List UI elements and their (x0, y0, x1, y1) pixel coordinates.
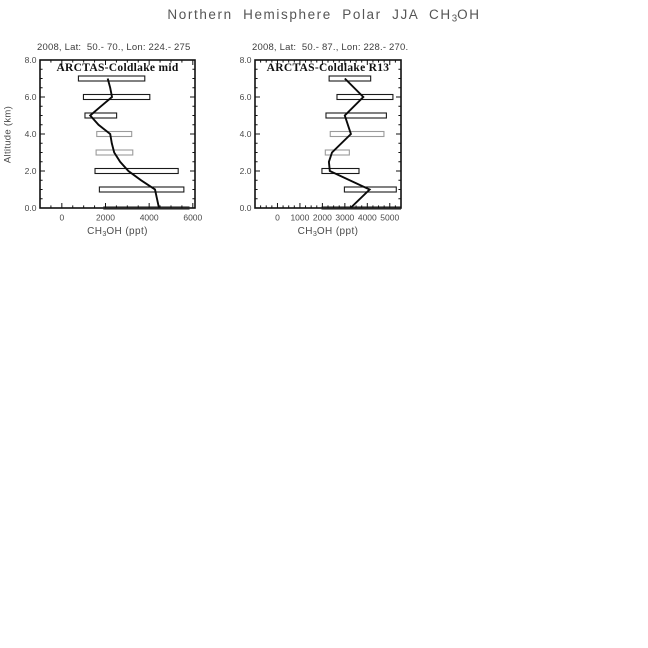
y-tick-label: 6.0 (239, 91, 252, 102)
range-bar (78, 76, 144, 81)
range-bar (325, 150, 349, 155)
left-x-axis-title (40, 226, 195, 238)
right-x-axis-title (255, 226, 401, 238)
range-bar (97, 132, 132, 137)
left-x-axis-title-text: CH (87, 226, 103, 237)
range-bar (322, 169, 359, 174)
y-tick-label: 0.0 (24, 202, 37, 213)
x-tick-label: 6000 (183, 212, 203, 223)
x-tick-label: 0 (59, 212, 65, 223)
left-x-axis-title-text-end: OH (ppt) (106, 226, 148, 237)
figure-title-subscript: 3 (451, 13, 458, 25)
range-bar (99, 187, 183, 192)
x-tick-label: 5000 (380, 212, 400, 223)
x-tick-label: 4000 (139, 212, 159, 223)
left-panel-dataset-label: ARCTAS-Coldlake mid (56, 62, 179, 74)
x-tick-label: 2000 (96, 212, 115, 223)
range-bar (95, 169, 178, 174)
right-panel-header: 2008, Lat: 50.- 87., Lon: 228.- 270. (252, 42, 409, 53)
range-bar (326, 113, 386, 118)
right-panel-dataset-label: ARCTAS-Coldlake R13 (266, 62, 390, 74)
range-bar (329, 76, 371, 81)
y-tick-label: 8.0 (24, 54, 37, 65)
axis-frame (40, 60, 195, 208)
axis-frame (255, 60, 401, 208)
y-tick-label: 2.0 (24, 165, 37, 176)
profile-line (90, 79, 159, 209)
right-x-axis-title-subscript: 3 (312, 229, 317, 239)
right-x-axis-title-text: CH (297, 226, 313, 237)
figure-title-text-end: OH (457, 7, 481, 22)
figure-title-text: Northern Hemisphere Polar JJA CH (167, 7, 452, 22)
x-tick-label: 3000 (335, 212, 355, 223)
left-panel-header: 2008, Lat: 50.- 70., Lon: 224.- 275 (37, 42, 191, 53)
x-tick-label: 1000 (290, 212, 310, 223)
axis-ticks (40, 60, 195, 208)
y-tick-label: 4.0 (24, 128, 37, 139)
panel-plot-right (240, 55, 401, 223)
right-x-axis-title-text-end: OH (ppt) (316, 226, 359, 237)
x-tick-label: 0 (275, 212, 280, 223)
y-tick-label: 0.0 (239, 202, 252, 213)
y-axis-title: Altitude (km) (2, 105, 14, 164)
tick-labels (25, 55, 203, 223)
y-tick-label: 2.0 (239, 165, 252, 176)
x-tick-label: 2000 (312, 212, 332, 223)
left-x-axis-title-subscript: 3 (102, 229, 107, 239)
panel-plot-left (25, 55, 203, 223)
y-tick-label: 8.0 (239, 54, 252, 65)
profile-line (329, 79, 370, 209)
y-tick-label: 4.0 (239, 128, 252, 139)
axis-ticks (255, 60, 401, 208)
range-bar (330, 132, 384, 137)
range-bar (337, 95, 393, 100)
tick-labels (240, 55, 400, 223)
y-tick-label: 6.0 (24, 91, 37, 102)
x-tick-label: 4000 (357, 212, 377, 223)
range-bar (83, 95, 149, 100)
